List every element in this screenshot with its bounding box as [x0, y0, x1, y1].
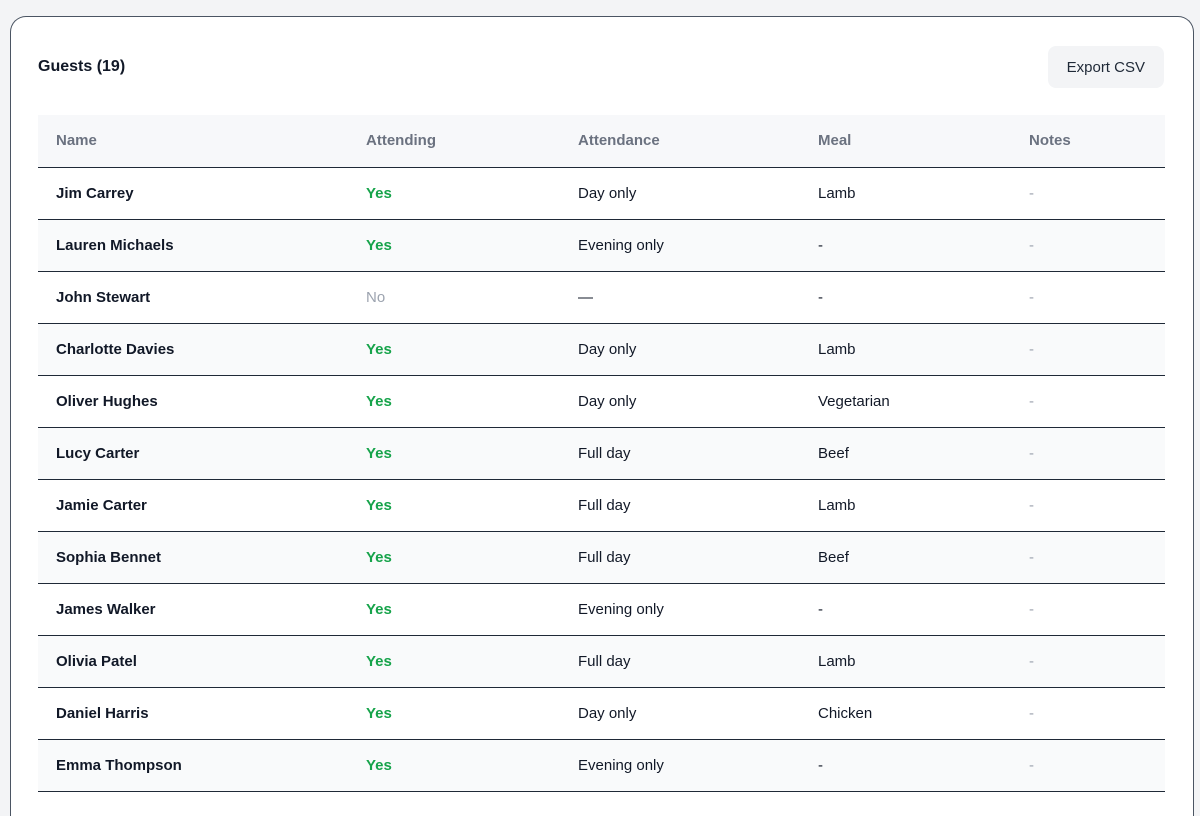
guests-table-wrap: [38, 115, 1165, 792]
notes-cell: -: [1011, 531, 1165, 583]
notes-cell: -: [1011, 167, 1165, 219]
attendance-cell: Day only: [560, 687, 800, 739]
notes-cell: -: [1011, 635, 1165, 687]
guest-name-cell: Emma Thompson: [38, 739, 348, 791]
table-row[interactable]: [38, 583, 1165, 635]
meal-cell: Chicken: [800, 687, 1011, 739]
guest-name-cell: Jim Carrey: [38, 167, 348, 219]
guests-table: [38, 115, 1165, 792]
guest-name-cell: Sophia Bennet: [38, 531, 348, 583]
attendance-cell: Day only: [560, 167, 800, 219]
table-row[interactable]: [38, 323, 1165, 375]
attending-cell: Yes: [348, 323, 560, 375]
guest-name-cell: Oliver Hughes: [38, 375, 348, 427]
attending-cell: Yes: [348, 531, 560, 583]
meal-cell: Lamb: [800, 167, 1011, 219]
meal-cell: Lamb: [800, 479, 1011, 531]
attendance-cell: Full day: [560, 531, 800, 583]
meal-cell: Beef: [800, 531, 1011, 583]
notes-cell: -: [1011, 271, 1165, 323]
table-row[interactable]: [38, 739, 1165, 791]
meal-cell: -: [800, 739, 1011, 791]
guest-name-cell: Olivia Patel: [38, 635, 348, 687]
attendance-cell: Full day: [560, 427, 800, 479]
guests-title: Guests (19): [38, 58, 126, 75]
column-header-meal[interactable]: Meal: [800, 115, 1011, 167]
table-row[interactable]: [38, 479, 1165, 531]
table-row[interactable]: [38, 427, 1165, 479]
notes-cell: -: [1011, 687, 1165, 739]
table-row[interactable]: [38, 167, 1165, 219]
attendance-cell: Evening only: [560, 739, 800, 791]
notes-cell: -: [1011, 739, 1165, 791]
attending-cell: Yes: [348, 479, 560, 531]
notes-cell: -: [1011, 219, 1165, 271]
attending-cell: Yes: [348, 739, 560, 791]
attending-cell: No: [348, 271, 560, 323]
attendance-cell: Day only: [560, 323, 800, 375]
guest-name-cell: John Stewart: [38, 271, 348, 323]
guest-name-cell: James Walker: [38, 583, 348, 635]
notes-cell: -: [1011, 427, 1165, 479]
attending-cell: Yes: [348, 219, 560, 271]
table-header: [38, 115, 1165, 167]
meal-cell: -: [800, 271, 1011, 323]
card-header: [38, 46, 1164, 88]
attendance-cell: Full day: [560, 479, 800, 531]
meal-cell: -: [800, 583, 1011, 635]
column-header-name[interactable]: Name: [38, 115, 348, 167]
notes-cell: -: [1011, 583, 1165, 635]
attendance-cell: Day only: [560, 375, 800, 427]
column-header-attending[interactable]: Attending: [348, 115, 560, 167]
attending-cell: Yes: [348, 427, 560, 479]
meal-cell: Lamb: [800, 323, 1011, 375]
attendance-cell: Full day: [560, 635, 800, 687]
export-csv-button[interactable]: Export CSV: [1048, 46, 1164, 88]
table-row[interactable]: [38, 219, 1165, 271]
attending-cell: Yes: [348, 635, 560, 687]
notes-cell: -: [1011, 479, 1165, 531]
guest-name-cell: Lauren Michaels: [38, 219, 348, 271]
column-header-attendance[interactable]: Attendance: [560, 115, 800, 167]
attendance-cell: —: [560, 271, 800, 323]
guest-name-cell: Daniel Harris: [38, 687, 348, 739]
meal-cell: Vegetarian: [800, 375, 1011, 427]
table-row[interactable]: [38, 635, 1165, 687]
attending-cell: Yes: [348, 583, 560, 635]
meal-cell: -: [800, 219, 1011, 271]
guest-name-cell: Jamie Carter: [38, 479, 348, 531]
guests-card: [10, 16, 1194, 816]
table-header-row: [38, 115, 1165, 167]
attending-cell: Yes: [348, 167, 560, 219]
guest-name-cell: Charlotte Davies: [38, 323, 348, 375]
attendance-cell: Evening only: [560, 583, 800, 635]
notes-cell: -: [1011, 323, 1165, 375]
meal-cell: Lamb: [800, 635, 1011, 687]
table-row[interactable]: [38, 687, 1165, 739]
table-row[interactable]: [38, 531, 1165, 583]
table-row[interactable]: [38, 271, 1165, 323]
notes-cell: -: [1011, 375, 1165, 427]
attending-cell: Yes: [348, 687, 560, 739]
table-body: [38, 167, 1165, 791]
column-header-notes[interactable]: Notes: [1011, 115, 1165, 167]
attendance-cell: Evening only: [560, 219, 800, 271]
attending-cell: Yes: [348, 375, 560, 427]
meal-cell: Beef: [800, 427, 1011, 479]
guest-name-cell: Lucy Carter: [38, 427, 348, 479]
table-row[interactable]: [38, 375, 1165, 427]
